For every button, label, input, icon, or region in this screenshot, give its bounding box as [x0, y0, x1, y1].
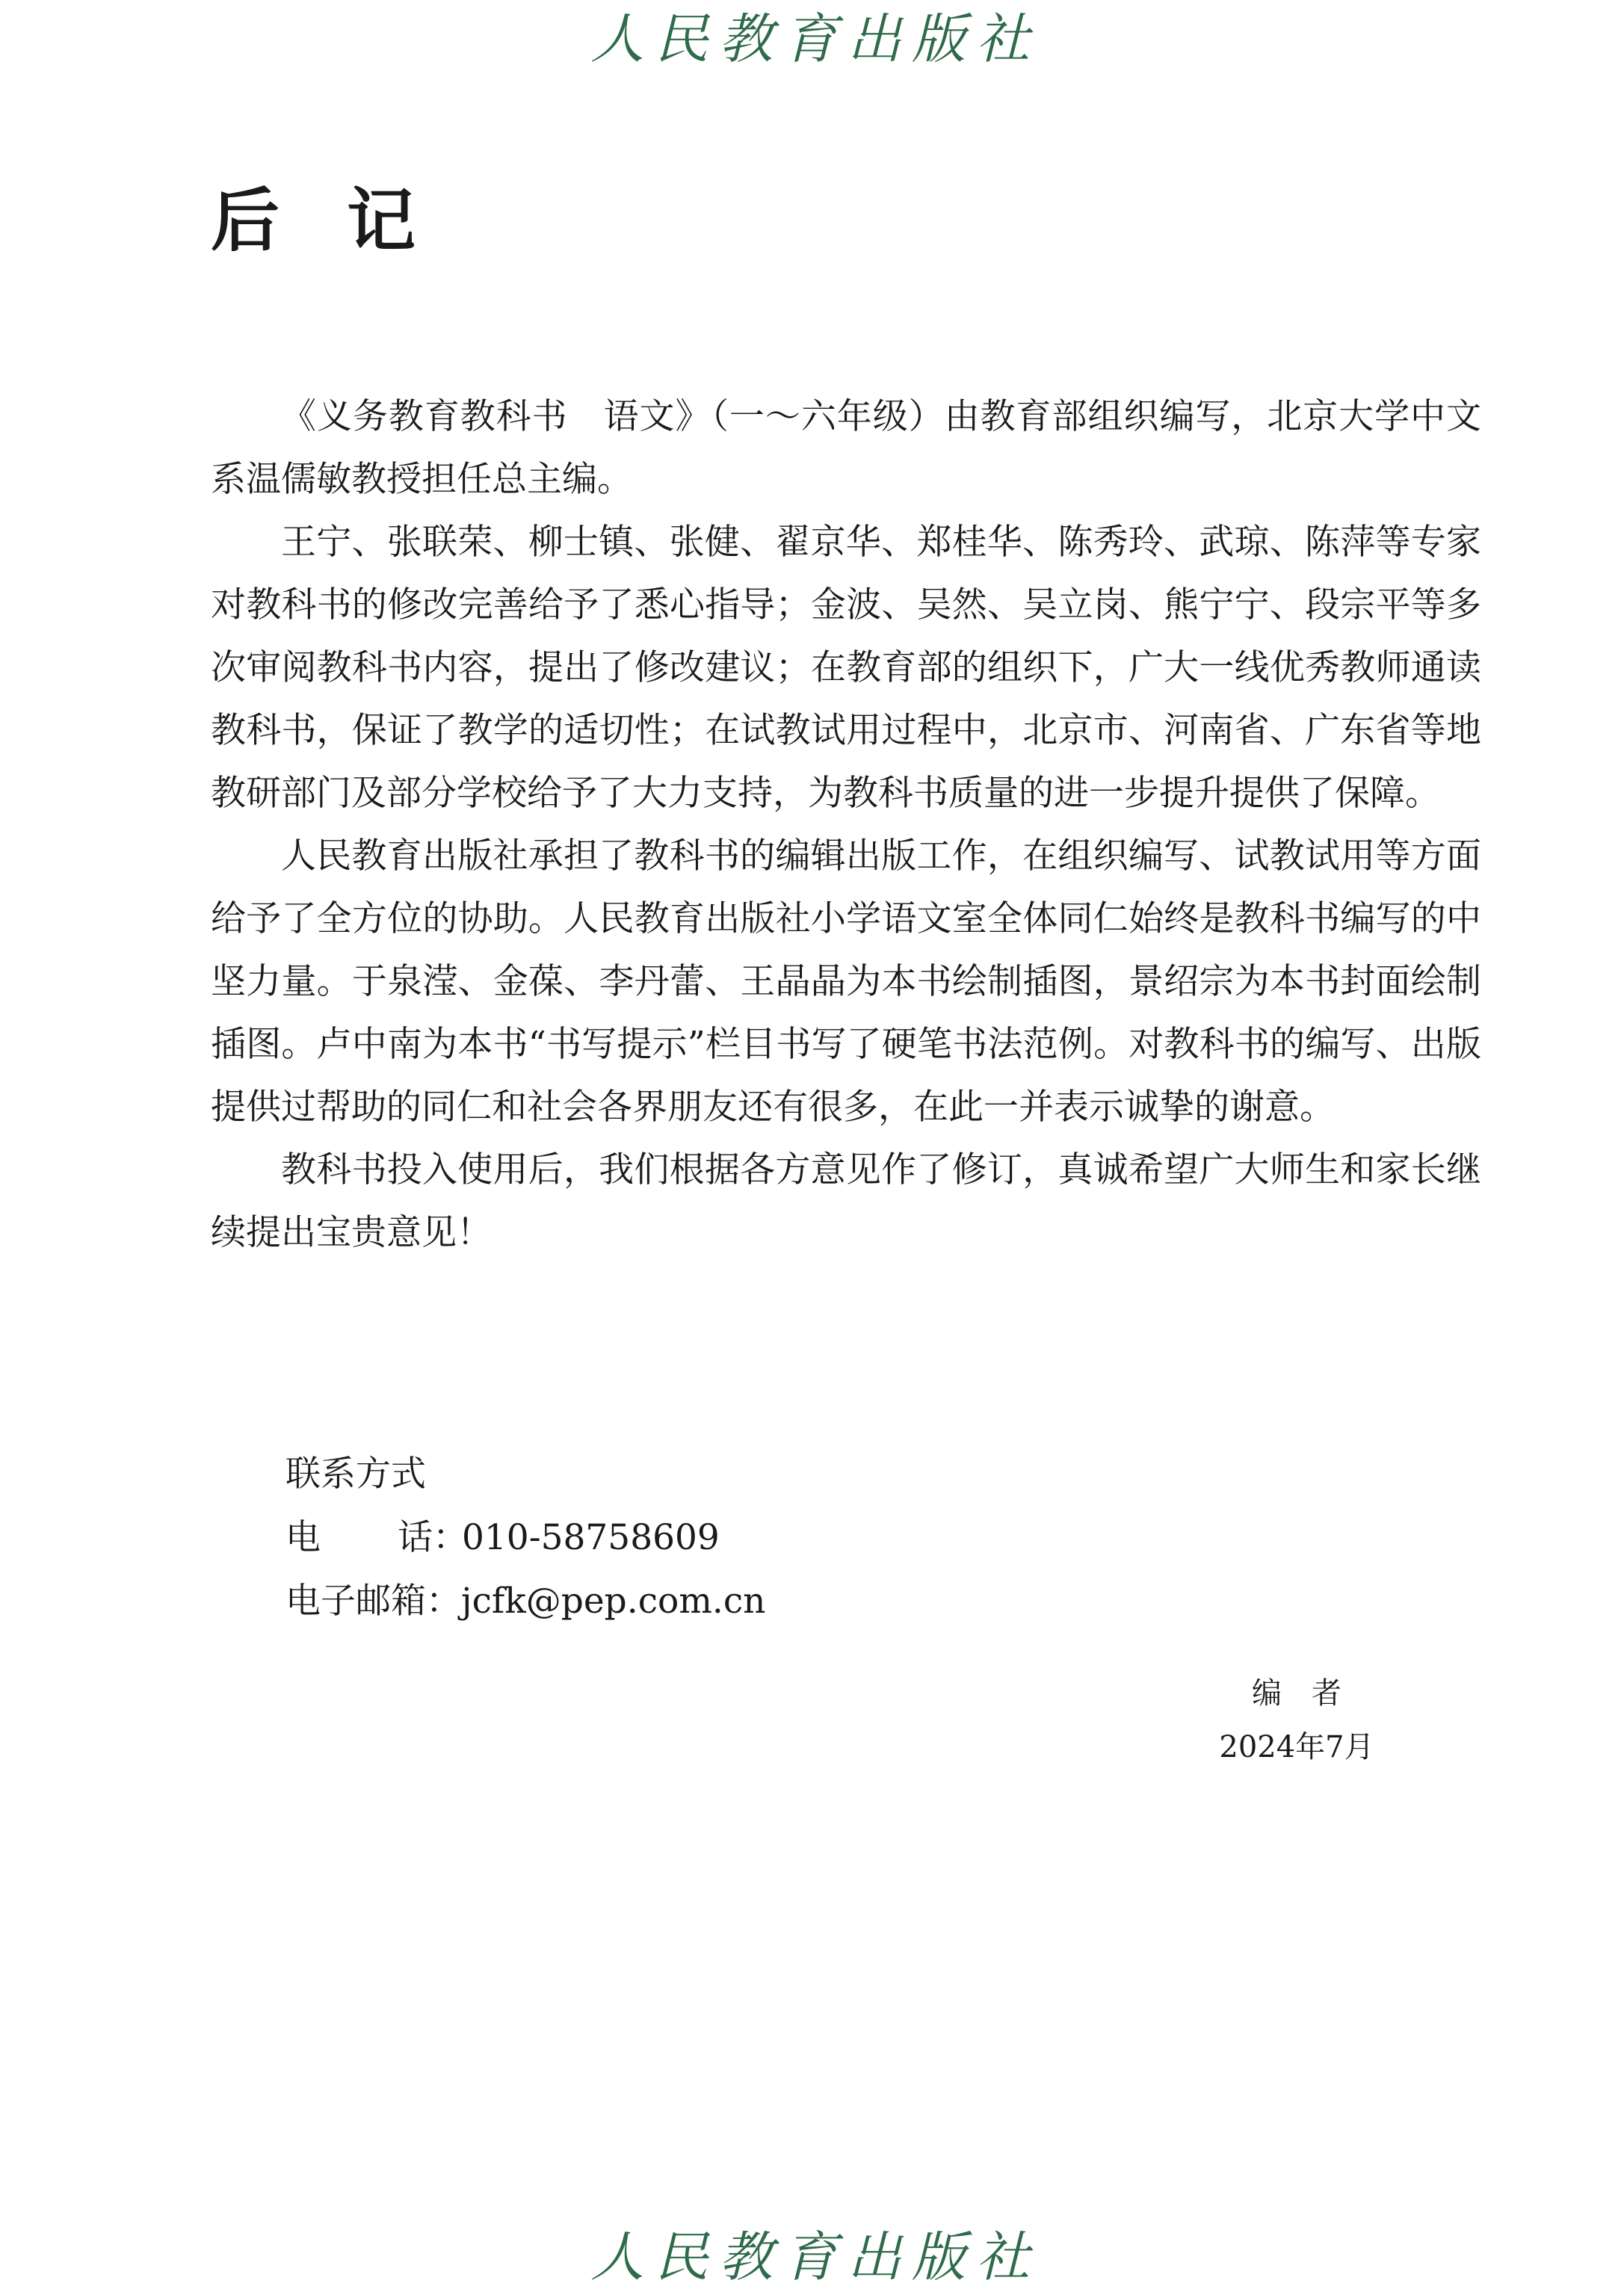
afterword-body — [211, 386, 1481, 1264]
email-label: 电子邮箱： — [285, 1581, 461, 1622]
contact-block — [285, 1442, 765, 1633]
paragraph-3: 人民教育出版社承担了教科书的编辑出版工作，在组织编写、试教试用等方面给予了全方位的协助。人民教育出版社小学语文室全体同仁始终是教科书编写的中坚力量。于泉滢、金葆、李丹蕾、王晶晶为本书绘制插图，景绍宗为本书封面绘制插图。卢中南为本书“书写提示”栏目书写了硬笔书法范例。对教科书的编写、出版提供过帮助的同仁和社会各界朋友还有很多，在此一并表示诚挚的谢意。 — [211, 835, 1481, 1128]
signoff-author: 编者 — [1252, 1676, 1371, 1711]
phone-label — [285, 1506, 468, 1569]
page-title: 后记 — [211, 180, 484, 261]
contact-email-row — [285, 1569, 765, 1633]
contact-heading: 联系方式 — [285, 1454, 426, 1495]
paragraph-1: 《义务教育教科书 语文》（一～六年级）由教育部组织编写，北京大学中文系温儒敏教授担任总主编。 — [211, 396, 1481, 500]
phone-label-char-2: 话： — [398, 1517, 468, 1558]
paragraph-2: 王宁、张联荣、柳士镇、张健、翟京华、郑桂华、陈秀玲、武琼、陈萍等专家对教科书的修改完善给予了悉心指导；金波、吴然、吴立岗、熊宁宁、段宗平等多次审阅教科书内容，提出了修改建议；在教育部的组织下，广大一线优秀教师通读教科书，保证了教学的适切性；在试教试用过程中，北京市、河南省、广东省等地教研部门及部分学校给予了大力支持，为教科书质量的进一步提升提供了保障。 — [211, 522, 1481, 814]
phone-value: 010-58758609 — [462, 1517, 720, 1558]
publisher-logo-bottom: 人民教育出版社 — [590, 2225, 1041, 2288]
signoff — [1211, 1667, 1383, 1774]
publisher-logo-top: 人民教育出版社 — [590, 7, 1041, 70]
phone-label-char-1: 电 — [285, 1517, 321, 1558]
signoff-date: 2024年7月 — [1219, 1730, 1374, 1764]
paragraph-4: 教科书投入使用后，我们根据各方意见作了修订，真诚希望广大师生和家长继续提出宝贵意见！ — [211, 1149, 1481, 1253]
contact-phone-row — [285, 1506, 765, 1569]
email-value[interactable]: jcfk@pep.com.cn — [461, 1581, 766, 1622]
